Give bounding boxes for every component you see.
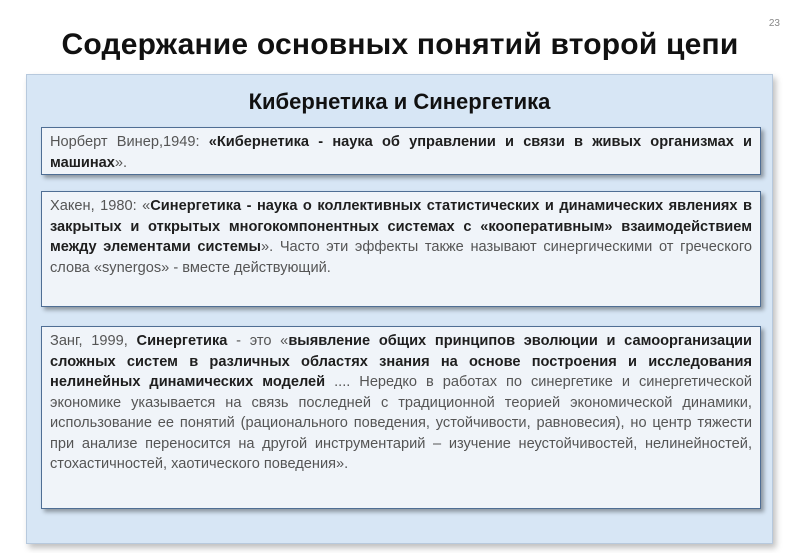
haken-tail: ». Часто эти эффекты также называют синергическими от греческого слова «synergos» - вместе действующий. bbox=[50, 239, 752, 276]
zang-term: Синергетика bbox=[136, 333, 228, 349]
slide-title: Содержание основных понятий второй цепи bbox=[61, 28, 739, 61]
zang-tail: .... Нередко в работах по синергетике и синергетической экономике указывается на связь последней с традиционной теорией экономической динамики, использование ее понятий (рационального поведения, устойчивости, равновесия), но центр тяжести при анализе переносится на другой инструментарий – изучение неустойчивостей, нелинейностей, стохастичностей, хаотического поведения». bbox=[50, 374, 752, 472]
panel-title: Кибернетика и Синергетика bbox=[248, 89, 551, 114]
haken-definition-card bbox=[41, 191, 761, 307]
wiener-definition-card bbox=[41, 127, 761, 175]
wiener-tail: ». bbox=[114, 154, 128, 171]
content-panel bbox=[26, 74, 773, 544]
slide-number: 23 bbox=[768, 18, 780, 29]
zang-definition-card bbox=[41, 326, 761, 509]
wiener-author: Норберт Винер,1949: bbox=[50, 134, 209, 150]
haken-definition: Синергетика - наука о коллективных статистических и динамических явлениях в закрытых и открытых многокомпонентных системах с «кооперативным» взаимодействием между элементами системы bbox=[50, 198, 753, 255]
zang-connector: - это « bbox=[227, 333, 289, 349]
zang-author: Занг, 1999, bbox=[50, 333, 137, 349]
haken-author: Хакен, 1980: « bbox=[50, 198, 151, 214]
wiener-definition: «Кибернетика - наука об управлении и связи в живых организмах и машинах bbox=[50, 134, 752, 171]
zang-definition: выявление общих принципов эволюции и самоорганизации сложных систем в различных областях знания на основе построения и исследования нелинейных динамических моделей bbox=[50, 333, 753, 390]
